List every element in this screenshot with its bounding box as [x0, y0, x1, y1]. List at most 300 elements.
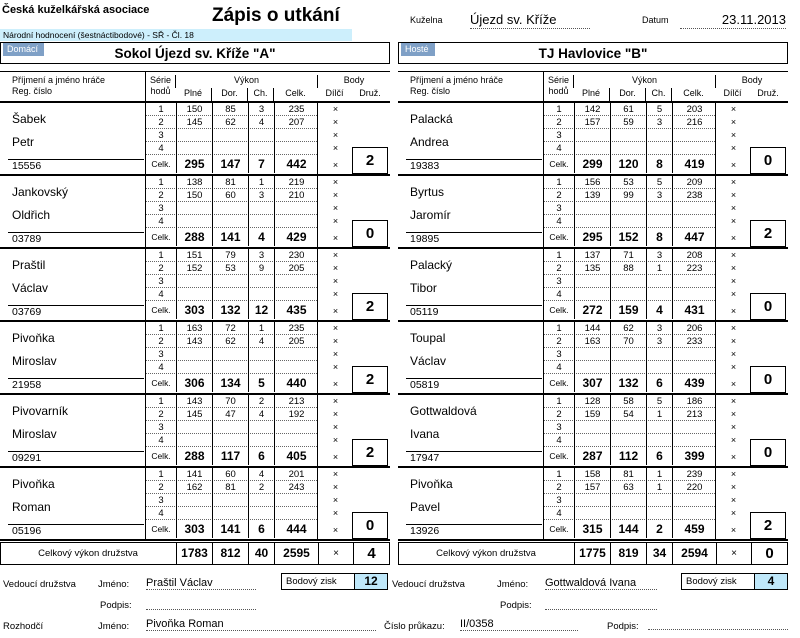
partial-point-mark[interactable]: × [730, 379, 737, 389]
series-full [176, 507, 212, 520]
partial-point-mark[interactable]: × [332, 525, 339, 535]
series-number: 4 [556, 435, 562, 446]
away-signature-field[interactable] [545, 598, 657, 610]
series-row [146, 468, 317, 481]
series-miss: 1 [248, 176, 274, 189]
partial-point-mark[interactable]: × [730, 263, 737, 273]
series-row [544, 322, 715, 335]
series-miss [646, 361, 672, 374]
partial-point-mark[interactable]: × [730, 525, 737, 535]
partial-point-mark[interactable]: × [730, 396, 737, 406]
partial-point-mark[interactable]: × [730, 435, 737, 445]
series-row [146, 361, 317, 374]
total-full: 307 [574, 374, 610, 392]
team-total-clear: 819 [610, 543, 646, 564]
series-full [574, 507, 610, 520]
player-firstname[interactable]: Miroslav [12, 354, 57, 368]
player-row [398, 395, 788, 468]
team-point-box[interactable]: 0 [750, 366, 786, 393]
partial-point-mark[interactable]: × [730, 469, 737, 479]
series-number: 3 [556, 276, 562, 287]
series-total [672, 288, 716, 301]
partial-point-mark[interactable]: × [332, 130, 339, 140]
series-full: 143 [176, 335, 212, 348]
partial-point-mark[interactable]: × [332, 190, 339, 200]
total-label: Celk. [549, 378, 569, 388]
series-total: 205 [274, 335, 318, 348]
series-clear [212, 348, 248, 361]
series-total: 216 [672, 116, 716, 129]
series-total: 235 [274, 322, 318, 335]
player-row [0, 322, 390, 395]
series-table [145, 322, 317, 393]
partial-point-mark[interactable]: × [730, 409, 737, 419]
series-full [176, 361, 212, 374]
partial-point-mark[interactable]: × [730, 276, 737, 286]
home-leader-name-field[interactable]: Praštil Václav [146, 577, 256, 590]
partial-point-mark[interactable]: × [332, 435, 339, 445]
home-signature-label: Podpis: [100, 600, 132, 611]
series-row [146, 481, 317, 494]
partial-point-mark[interactable]: × [332, 452, 339, 462]
series-miss [646, 142, 672, 155]
player-firstname[interactable]: Pavel [410, 500, 441, 514]
series-total: 192 [274, 408, 318, 421]
team-total-clear: 812 [212, 543, 248, 564]
series-full: 159 [574, 408, 610, 421]
total-miss: 6 [646, 447, 672, 465]
series-number: 3 [158, 495, 164, 506]
series-total: 210 [274, 189, 318, 202]
total-total: 435 [274, 301, 318, 319]
player-reg-number[interactable]: 21958 [12, 379, 42, 391]
team-total-points: 4 [353, 543, 389, 564]
total-total: 405 [274, 447, 318, 465]
series-full: 163 [176, 322, 212, 335]
player-firstname[interactable]: Roman [12, 500, 51, 514]
series-full [574, 202, 610, 215]
partial-point-mark[interactable]: × [332, 104, 339, 114]
total-label: Celk. [151, 524, 171, 534]
player-reg-number[interactable]: 17947 [410, 452, 440, 464]
partial-point-mark[interactable]: × [332, 495, 339, 505]
series-clear: 63 [610, 481, 646, 494]
series-row [544, 421, 715, 434]
partial-point-mark[interactable]: × [730, 190, 737, 200]
partial-point-mark[interactable]: × [730, 233, 737, 243]
series-number: 2 [158, 409, 164, 420]
total-total: 419 [672, 155, 716, 173]
series-full: 128 [574, 395, 610, 408]
total-full: 303 [176, 520, 212, 538]
series-clear: 81 [212, 481, 248, 494]
col-series [543, 72, 573, 101]
away-column-headers [398, 71, 788, 103]
player-surname[interactable]: Šabek [12, 112, 47, 126]
series-clear [610, 421, 646, 434]
team-point-box[interactable]: 2 [750, 512, 786, 539]
series-full [176, 142, 212, 155]
total-full: 303 [176, 301, 212, 319]
partial-point-mark[interactable]: × [332, 233, 339, 243]
series-miss [248, 215, 274, 228]
home-leader-label: Vedoucí družstva [3, 579, 76, 590]
col-total: Celk. [273, 88, 317, 101]
series-clear [610, 507, 646, 520]
partial-point-mark[interactable]: × [332, 276, 339, 286]
player-surname[interactable]: Palacký [410, 258, 453, 272]
partial-point-mark[interactable]: × [730, 452, 737, 462]
player-reg-number[interactable]: 13926 [410, 525, 440, 537]
series-full: 150 [176, 103, 212, 116]
partial-point-mark[interactable]: × [730, 203, 737, 213]
total-miss: 5 [248, 374, 274, 392]
player-surname[interactable]: Jankovský [12, 185, 69, 199]
away-team-total-row [398, 542, 788, 565]
series-clear: 60 [212, 189, 248, 202]
series-row [146, 215, 317, 228]
partial-point-mark[interactable]: × [332, 250, 339, 260]
series-row [544, 176, 715, 189]
series-total [672, 275, 716, 288]
series-miss: 3 [646, 335, 672, 348]
total-full: 315 [574, 520, 610, 538]
player-firstname[interactable]: Andrea [410, 135, 449, 149]
player-reg-number[interactable]: 03769 [12, 306, 42, 318]
away-leader-label: Vedoucí družstva [392, 579, 465, 590]
series-total [274, 142, 318, 155]
series-full [176, 421, 212, 434]
player-surname[interactable]: Praštil [12, 258, 46, 272]
home-bodovy-zisk-value: 12 [354, 574, 387, 589]
series-full: 143 [176, 395, 212, 408]
partial-point-mark[interactable]: × [332, 422, 339, 432]
series-total [274, 434, 318, 447]
player-row [398, 322, 788, 395]
partial-point-mark[interactable]: × [730, 362, 737, 372]
player-surname[interactable]: Pivovarník [12, 404, 69, 418]
player-total-row [544, 228, 715, 246]
player-surname[interactable]: Byrtus [410, 185, 445, 199]
series-number: 1 [556, 323, 562, 334]
player-firstname[interactable]: Petr [12, 135, 35, 149]
partial-point-mark[interactable]: × [332, 362, 339, 372]
series-clear [212, 494, 248, 507]
series-row [146, 249, 317, 262]
series-clear [212, 129, 248, 142]
series-total: 186 [672, 395, 716, 408]
total-miss: 8 [646, 155, 672, 173]
team-total-partial-mark[interactable]: × [716, 543, 751, 564]
venue-label: Kuželna [410, 15, 443, 25]
partial-point-mark[interactable]: × [730, 177, 737, 187]
team-point-box[interactable]: 2 [352, 147, 388, 174]
partial-point-mark[interactable]: × [332, 117, 339, 127]
player-surname[interactable]: Pivoňka [410, 477, 453, 491]
partial-point-mark[interactable]: × [332, 143, 339, 153]
referee-signature-field[interactable] [648, 618, 788, 630]
home-signature-field[interactable] [146, 598, 256, 610]
col-points: Body [317, 75, 390, 88]
total-miss: 8 [646, 228, 672, 246]
total-clear: 112 [610, 447, 646, 465]
partial-point-mark[interactable]: × [332, 379, 339, 389]
player-reg-number[interactable]: 19895 [410, 233, 440, 245]
player-reg-number[interactable]: 09291 [12, 452, 42, 464]
series-number: 2 [556, 336, 562, 347]
col-points-partial: Dílčí [723, 88, 742, 98]
partial-point-mark[interactable]: × [730, 482, 737, 492]
series-clear [610, 129, 646, 142]
total-full: 295 [176, 155, 212, 173]
referee-name-field[interactable]: Pivoňka Roman [146, 618, 376, 631]
player-reg-number[interactable]: 05196 [12, 525, 42, 537]
series-row [544, 507, 715, 520]
series-miss: 5 [646, 176, 672, 189]
series-total: 213 [672, 408, 716, 421]
total-full: 288 [176, 447, 212, 465]
partial-point-mark[interactable]: × [730, 160, 737, 170]
series-clear [610, 494, 646, 507]
team-point-box[interactable]: 0 [750, 439, 786, 466]
away-team-name: TJ Havlovice "B" [538, 46, 648, 61]
player-reg-number[interactable]: 03789 [12, 233, 42, 245]
series-total: 233 [672, 335, 716, 348]
partial-point-mark[interactable]: × [730, 104, 737, 114]
series-full: 156 [574, 176, 610, 189]
player-firstname[interactable]: Oldřich [12, 208, 51, 222]
col-misses: Ch. [645, 88, 671, 101]
partial-point-mark[interactable]: × [730, 143, 737, 153]
partial-point-mark[interactable]: × [332, 289, 339, 299]
series-number: 1 [158, 396, 164, 407]
partial-point-mark[interactable]: × [332, 336, 339, 346]
series-miss [248, 494, 274, 507]
series-full [176, 202, 212, 215]
series-clear: 85 [212, 103, 248, 116]
series-full [176, 494, 212, 507]
series-row [544, 262, 715, 275]
series-row [544, 103, 715, 116]
away-role-tag: Hosté [401, 43, 435, 56]
player-reg-number[interactable]: 19383 [410, 160, 440, 172]
partial-point-mark[interactable]: × [332, 203, 339, 213]
referee-name-label: Jméno: [98, 621, 130, 632]
series-row [544, 202, 715, 215]
partial-point-mark[interactable]: × [332, 323, 339, 333]
team-point-box[interactable]: 2 [352, 293, 388, 320]
partial-point-mark[interactable]: × [332, 177, 339, 187]
date-field[interactable]: 23.11.2013 [680, 12, 786, 29]
series-row [146, 275, 317, 288]
series-full: 152 [176, 262, 212, 275]
player-surname[interactable]: Pivoňka [12, 477, 55, 491]
series-miss [646, 202, 672, 215]
partial-point-mark[interactable]: × [730, 130, 737, 140]
total-total: 429 [274, 228, 318, 246]
series-number: 3 [556, 422, 562, 433]
series-clear [212, 507, 248, 520]
partial-point-mark[interactable]: × [730, 250, 737, 260]
player-firstname[interactable]: Václav [12, 281, 49, 295]
player-total-row [544, 155, 715, 173]
competition-subtitle: Národní hodnocení (šestnáctibodové) - SŘ - Čl. 18 [0, 29, 352, 41]
total-clear: 120 [610, 155, 646, 173]
player-firstname[interactable]: Václav [410, 354, 447, 368]
series-total [672, 202, 716, 215]
partial-points-column [715, 468, 750, 539]
series-miss [646, 494, 672, 507]
series-miss [646, 421, 672, 434]
team-point-box[interactable]: 0 [750, 293, 786, 320]
series-clear: 61 [610, 103, 646, 116]
team-total-partial-mark[interactable]: × [318, 543, 353, 564]
team-point-box[interactable]: 0 [352, 220, 388, 247]
away-bodovy-zisk [681, 573, 788, 590]
series-clear: 62 [610, 322, 646, 335]
series-number: 1 [556, 177, 562, 188]
series-number: 2 [556, 263, 562, 274]
player-total-row [146, 155, 317, 173]
series-row [544, 361, 715, 374]
series-full [176, 434, 212, 447]
team-point-box[interactable]: 2 [352, 439, 388, 466]
series-full [574, 215, 610, 228]
team-point-box[interactable]: 2 [750, 220, 786, 247]
series-number: 4 [556, 362, 562, 373]
series-full: 145 [176, 408, 212, 421]
partial-point-mark[interactable]: × [332, 263, 339, 273]
player-surname[interactable]: Toupal [410, 331, 446, 345]
series-miss: 1 [646, 408, 672, 421]
series-total: 239 [672, 468, 716, 481]
referee-label: Rozhodčí [3, 621, 44, 632]
away-leader-name-field[interactable]: Gottwaldová Ivana [545, 577, 657, 590]
series-full [574, 129, 610, 142]
series-table [145, 176, 317, 247]
series-full: 150 [176, 189, 212, 202]
partial-point-mark[interactable]: × [332, 469, 339, 479]
partial-point-mark[interactable]: × [730, 117, 737, 127]
partial-point-mark[interactable]: × [332, 409, 339, 419]
series-total [672, 494, 716, 507]
series-clear [212, 215, 248, 228]
series-full [574, 421, 610, 434]
partial-point-mark[interactable]: × [730, 422, 737, 432]
player-surname[interactable]: Pivoňka [12, 331, 55, 345]
series-miss: 4 [248, 335, 274, 348]
total-miss: 6 [248, 447, 274, 465]
team-total-label: Celkový výkon družstva [38, 548, 138, 559]
team-point-box[interactable]: 0 [750, 147, 786, 174]
series-miss: 1 [646, 468, 672, 481]
player-firstname[interactable]: Miroslav [12, 427, 57, 441]
partial-point-mark[interactable]: × [730, 495, 737, 505]
total-total: 440 [274, 374, 318, 392]
series-row [146, 322, 317, 335]
col-clear: Dor. [609, 88, 645, 101]
series-row [544, 481, 715, 494]
series-full [574, 348, 610, 361]
series-miss [248, 348, 274, 361]
team-total-full: 1783 [176, 543, 212, 564]
series-miss: 4 [248, 116, 274, 129]
series-full: 157 [574, 481, 610, 494]
partial-point-mark[interactable]: × [332, 396, 339, 406]
series-miss: 1 [646, 262, 672, 275]
partial-point-mark[interactable]: × [730, 216, 737, 226]
partial-point-mark[interactable]: × [332, 508, 339, 518]
series-full: 142 [574, 103, 610, 116]
series-table [543, 468, 715, 539]
partial-point-mark[interactable]: × [332, 216, 339, 226]
series-clear: 79 [212, 249, 248, 262]
player-row [0, 249, 390, 322]
series-total [672, 421, 716, 434]
series-miss: 3 [646, 189, 672, 202]
series-total [274, 202, 318, 215]
team-total-misses: 34 [646, 543, 672, 564]
partial-point-mark[interactable]: × [332, 306, 339, 316]
series-row [544, 434, 715, 447]
series-table [543, 103, 715, 174]
series-table [145, 468, 317, 539]
partial-point-mark[interactable]: × [730, 349, 737, 359]
team-point-box[interactable]: 2 [352, 366, 388, 393]
venue-field[interactable]: Újezd sv. Kříže [470, 12, 590, 29]
player-firstname[interactable]: Ivana [410, 427, 440, 441]
series-miss [646, 348, 672, 361]
series-clear [610, 202, 646, 215]
player-reg-number[interactable]: 15556 [12, 160, 42, 172]
series-clear: 70 [212, 395, 248, 408]
player-surname[interactable]: Palacká [410, 112, 453, 126]
partial-point-mark[interactable]: × [730, 323, 737, 333]
player-row [0, 176, 390, 249]
col-full: Plné [581, 88, 600, 98]
col-reg-number: Reg. číslo [410, 86, 451, 96]
series-table [543, 249, 715, 320]
team-total-points: 0 [751, 543, 787, 564]
total-label: Celk. [549, 305, 569, 315]
series-number: 4 [556, 508, 562, 519]
series-table [145, 395, 317, 466]
total-full: 288 [176, 228, 212, 246]
partial-point-mark[interactable]: × [730, 508, 737, 518]
series-number: 2 [556, 482, 562, 493]
player-firstname[interactable]: Jaromír [410, 208, 451, 222]
series-total [274, 275, 318, 288]
total-label: Celk. [549, 524, 569, 534]
player-firstname[interactable]: Tibor [410, 281, 437, 295]
partial-point-mark[interactable]: × [332, 349, 339, 359]
series-clear: 54 [610, 408, 646, 421]
player-surname[interactable]: Gottwaldová [410, 404, 477, 418]
partial-point-mark[interactable]: × [332, 482, 339, 492]
player-reg-number[interactable]: 05819 [410, 379, 440, 391]
series-full [176, 129, 212, 142]
team-point-box[interactable]: 0 [352, 512, 388, 539]
player-reg-number[interactable]: 05119 [410, 306, 439, 318]
partial-point-mark[interactable]: × [730, 306, 737, 316]
partial-point-mark[interactable]: × [332, 160, 339, 170]
partial-point-mark[interactable]: × [730, 336, 737, 346]
series-total [274, 361, 318, 374]
series-clear [610, 275, 646, 288]
referee-card-field[interactable]: II/0358 [460, 618, 578, 631]
partial-point-mark[interactable]: × [730, 289, 737, 299]
series-row [544, 189, 715, 202]
